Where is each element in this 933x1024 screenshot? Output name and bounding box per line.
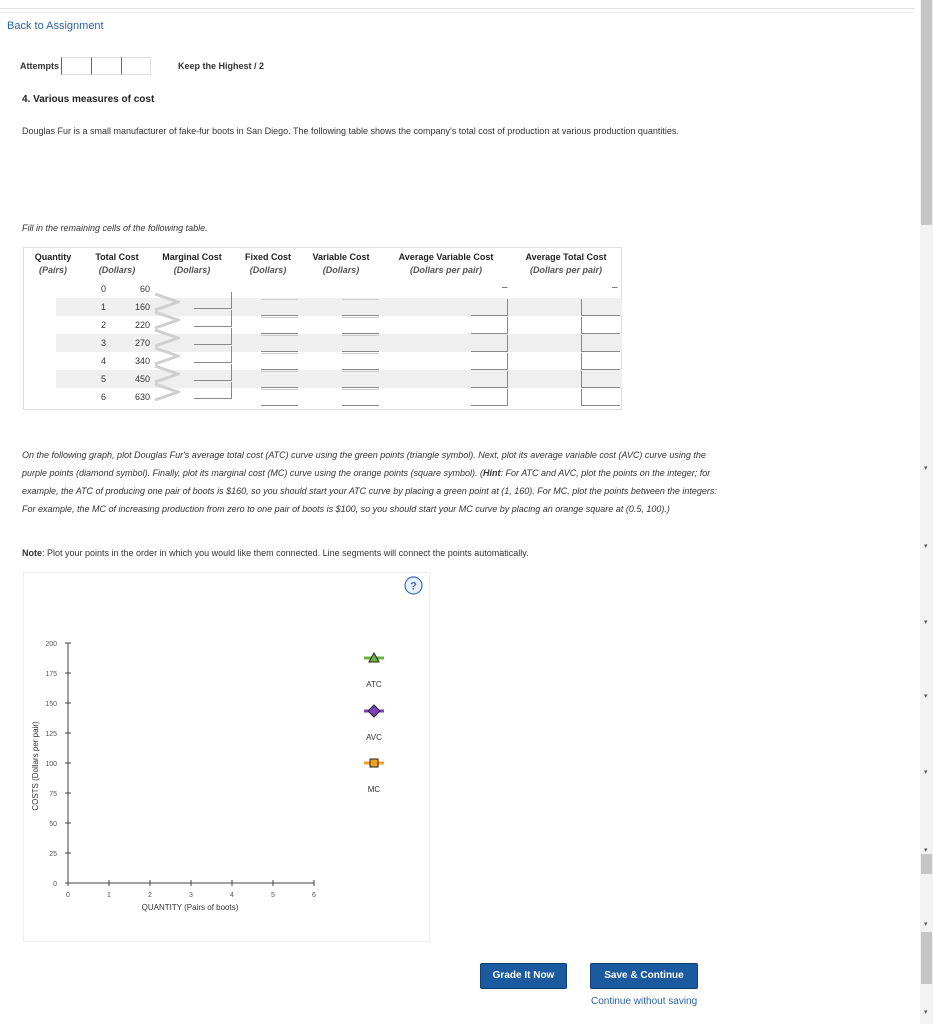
x-tick-label: 3 (189, 892, 193, 899)
y-tick-label: 125 (45, 731, 57, 738)
header-avc-name: Average Variable Cost (398, 252, 494, 262)
question-title: 4. Various measures of cost (22, 94, 155, 105)
header-marginal-cost-unit: (Dollars) (173, 265, 211, 275)
x-tick-label: 0 (66, 892, 70, 899)
cell-quantity: 2 (100, 320, 106, 330)
scrollbar-thumb-marker (921, 932, 932, 984)
header-atc (514, 251, 618, 277)
graph-instructions-part1: On the following graph, plot Douglas Fur's average total cost (ATC) curve using the green points (triangle symbol). Next, plot its average variable cost (AVC) curve using the purple points (diamond symbol). Finally, plot its marginal cost (MC) curve using the orange points (square symbol). ( (22, 450, 706, 478)
scroll-down-arrow-icon: ▾ (924, 543, 928, 550)
header-atc-unit: (Dollars per pair) (529, 265, 603, 275)
header-avc-unit: (Dollars per pair) (409, 265, 483, 275)
cell-total-cost: 270 (134, 338, 150, 348)
table-instruction: Fill in the remaining cells of the following table. (22, 223, 208, 233)
header-fixed-cost (238, 251, 298, 277)
scroll-down-arrow-icon[interactable]: ▾ (924, 1009, 928, 1016)
chevron-right-icon (154, 311, 180, 329)
header-total-cost-unit: (Dollars) (98, 265, 136, 275)
graph-panel[interactable] (23, 572, 430, 942)
fixed-cost-input-3[interactable] (261, 335, 298, 352)
top-divider (0, 8, 915, 9)
chevron-right-icon (154, 329, 180, 347)
scroll-down-arrow-icon: ▾ (924, 921, 928, 928)
scrollbar-thumb[interactable] (921, 0, 932, 225)
note-text: : Plot your points in the order in which you would like them connected. Line segments will connect the points automatically. (42, 548, 529, 558)
avc-legend-label: AVC (366, 733, 382, 742)
marginal-cost-input-6[interactable] (194, 382, 232, 399)
atc-input-5[interactable] (581, 371, 620, 388)
cell-total-cost: 450 (134, 374, 150, 384)
variable-cost-input-1[interactable] (342, 299, 379, 316)
x-tick-label: 2 (148, 892, 152, 899)
y-tick-label: 75 (49, 791, 57, 798)
header-fixed-cost-name: Fixed Cost (244, 252, 291, 262)
atc-input-3[interactable] (581, 335, 620, 352)
y-tick-label: 175 (45, 671, 57, 678)
x-tick-label: 4 (230, 892, 234, 899)
avc-input-2[interactable] (471, 317, 508, 334)
variable-cost-input-6[interactable] (342, 389, 379, 406)
chevron-right-icon (154, 365, 180, 383)
header-quantity-name: Quantity (34, 252, 72, 262)
cell-total-cost: 160 (134, 302, 150, 312)
atc-input-6[interactable] (581, 389, 620, 406)
marginal-cost-input-2[interactable] (194, 310, 232, 327)
atc-input-2[interactable] (581, 317, 620, 334)
avc-input-6[interactable] (471, 389, 508, 406)
save-and-continue-button[interactable]: Save & Continue (590, 963, 698, 989)
fixed-cost-input-1[interactable] (261, 299, 298, 316)
chevron-right-icon (154, 383, 180, 401)
x-tick-label: 1 (107, 892, 111, 899)
header-avc (388, 251, 504, 277)
keep-highest-label: Keep the Highest / 2 (178, 61, 265, 71)
header-total-cost-name: Total Cost (95, 252, 139, 262)
back-to-assignment-link[interactable]: Back to Assignment (7, 20, 104, 32)
y-tick-label: 200 (45, 641, 57, 648)
grade-it-now-button[interactable]: Grade It Now (480, 963, 567, 989)
scroll-down-arrow-icon: ▾ (924, 693, 928, 700)
fixed-cost-input-4[interactable] (261, 353, 298, 370)
cell-quantity: 4 (100, 356, 106, 366)
header-marginal-cost (154, 251, 230, 277)
continue-without-saving-link[interactable]: Continue without saving (591, 996, 698, 1007)
cell-total-cost: 340 (134, 356, 150, 366)
variable-cost-input-2[interactable] (342, 317, 379, 334)
header-quantity-unit: (Pairs) (38, 265, 67, 275)
hint-label: Hint (483, 468, 501, 478)
header-atc-name: Average Total Cost (525, 252, 607, 262)
atc-dash: – (612, 282, 618, 293)
fixed-cost-input-5[interactable] (261, 371, 298, 388)
attempt-box-2 (91, 57, 121, 75)
scrollbar-thumb-marker (921, 854, 932, 874)
header-quantity (30, 251, 76, 277)
cell-quantity: 1 (100, 302, 106, 312)
atc-input-4[interactable] (581, 353, 620, 370)
marginal-cost-input-1[interactable] (194, 292, 232, 309)
cost-table (23, 247, 622, 410)
graph-instructions-part2: : For ATC and AVC, plot the points on the integer; for example, the ATC of producing one pair of boots is $160, so you should start your ATC curve by placing a green point at (1, 160). For MC, plot the points between the integers: For example, the MC of increasing production from zero to one pair of boots is $100, so you should start your MC curve by placing an orange square at (0.5, 100).) (22, 468, 717, 514)
x-tick-label: 5 (271, 892, 275, 899)
question-intro: Douglas Fur is a small manufacturer of fake-fur boots in San Diego. The following table shows the company's total cost of production at various production quantities. (22, 126, 679, 136)
avc-input-4[interactable] (471, 353, 508, 370)
cell-total-cost: 60 (139, 284, 150, 294)
cell-quantity: 0 (100, 284, 106, 294)
cell-total-cost: 220 (134, 320, 150, 330)
marginal-cost-input-5[interactable] (194, 364, 232, 381)
fixed-cost-input-6[interactable] (261, 389, 298, 406)
top-divider-2 (0, 12, 915, 13)
atc-legend-label: ATC (366, 680, 382, 689)
marginal-cost-input-3[interactable] (194, 328, 232, 345)
help-icon-glyph: ? (410, 580, 417, 593)
scroll-down-arrow-icon: ▾ (924, 847, 928, 854)
graph-instructions (22, 446, 722, 518)
x-tick-label: 6 (312, 892, 316, 899)
x-axis-label: QUANTITY (Pairs of boots) (141, 903, 239, 912)
header-variable-cost-name: Variable Cost (312, 252, 370, 262)
y-tick-label: 0 (53, 881, 57, 888)
header-marginal-cost-name: Marginal Cost (162, 252, 222, 262)
y-tick-label: 150 (45, 701, 57, 708)
avc-input-3[interactable] (471, 335, 508, 352)
avc-input-5[interactable] (471, 371, 508, 388)
graph-note (22, 548, 529, 558)
variable-cost-input-4[interactable] (342, 353, 379, 370)
marginal-cost-input-4[interactable] (194, 346, 232, 363)
scroll-down-arrow-icon: ▾ (924, 619, 928, 626)
header-variable-cost-unit: (Dollars) (322, 265, 360, 275)
y-tick-label: 25 (49, 851, 57, 858)
attempts-row (20, 56, 151, 76)
avc-input-1[interactable] (471, 299, 508, 316)
scroll-down-arrow-icon: ▾ (924, 769, 928, 776)
mc-legend-label: MC (367, 785, 381, 794)
variable-cost-input-3[interactable] (342, 335, 379, 352)
cell-quantity: 6 (100, 392, 106, 402)
chevron-right-icon (154, 347, 180, 365)
note-label: Note (22, 548, 42, 558)
chevron-right-icon (154, 293, 180, 311)
y-axis-label: COSTS (Dollars per pair) (31, 721, 40, 811)
scroll-down-arrow-icon: ▾ (924, 465, 928, 472)
header-variable-cost (306, 251, 376, 277)
cell-quantity: 5 (100, 374, 106, 384)
y-tick-label: 100 (45, 761, 57, 768)
cell-total-cost: 630 (134, 392, 150, 402)
attempts-label: Attempts (20, 61, 60, 71)
attempt-box-3 (121, 57, 151, 75)
header-total-cost (88, 251, 146, 277)
avc-dash: – (502, 282, 508, 293)
atc-input-1[interactable] (581, 299, 620, 316)
attempt-box-1 (61, 57, 91, 75)
fixed-cost-input-2[interactable] (261, 317, 298, 334)
variable-cost-input-5[interactable] (342, 371, 379, 388)
y-tick-label: 50 (49, 821, 57, 828)
help-icon[interactable] (404, 576, 423, 595)
cell-quantity: 3 (100, 338, 106, 348)
header-fixed-cost-unit: (Dollars) (249, 265, 287, 275)
